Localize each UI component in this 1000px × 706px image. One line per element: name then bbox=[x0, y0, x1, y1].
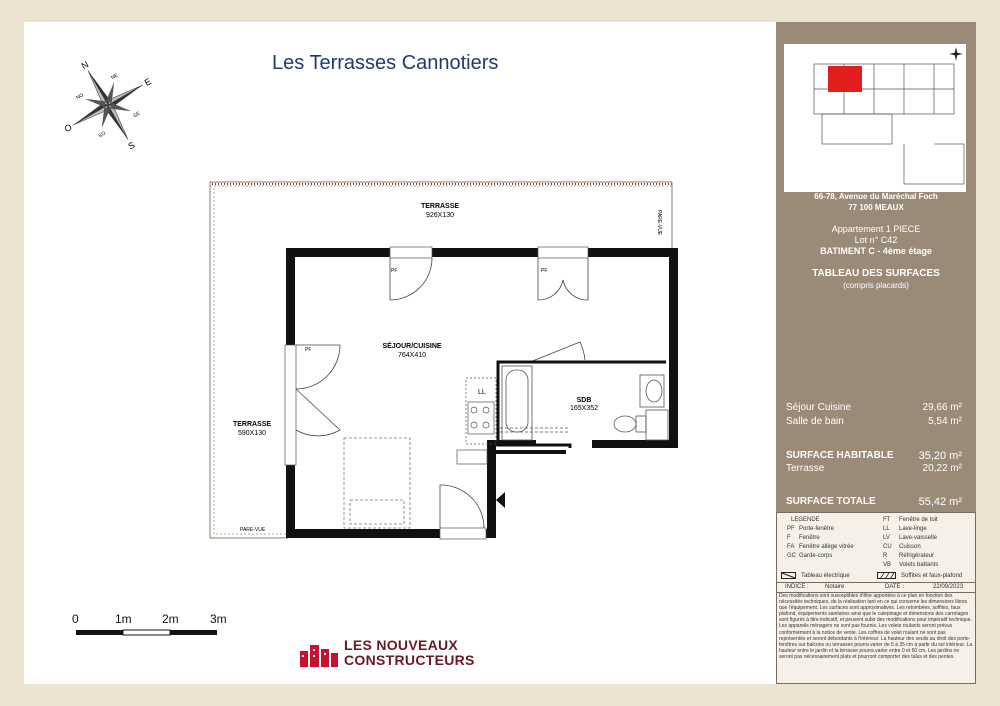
batiment: BATIMENT C - 4ème étage bbox=[820, 246, 932, 256]
scale-bar bbox=[70, 612, 240, 642]
legend-title: LEGENDE bbox=[791, 517, 820, 523]
surface-habitable-value: 35,20 m² bbox=[918, 450, 962, 462]
legend-code-lv: LV bbox=[883, 535, 890, 541]
compass-se: SE bbox=[132, 110, 142, 120]
scale-bar-graphic bbox=[76, 629, 231, 637]
legend-soffites: Soffites et faux-plafond bbox=[901, 573, 963, 579]
bed bbox=[344, 438, 410, 528]
window-openings bbox=[285, 247, 588, 539]
terrasse-left-label: TERRASSE bbox=[232, 421, 272, 428]
row-sdb-label: Salle de bain bbox=[786, 416, 844, 427]
address-line1: 66-78, Avenue du Maréchal Foch bbox=[814, 192, 938, 201]
legend-text-ft: Fenêtre de toit bbox=[899, 517, 938, 523]
surface-habitable-label: SURFACE HABITABLE bbox=[786, 450, 894, 461]
surfaces-subtitle: (compris placards) bbox=[843, 281, 909, 290]
logo-building-icon bbox=[298, 639, 340, 669]
terrasse-value: 20,22 m² bbox=[922, 463, 962, 474]
legend-code-f: F bbox=[787, 535, 791, 541]
address-line2: 77 100 MEAUX bbox=[848, 203, 904, 212]
row-terrasse bbox=[786, 463, 968, 474]
electrical-panel-legend-icon bbox=[781, 572, 797, 580]
compass-no: NO bbox=[75, 92, 85, 102]
date-label: DATE : bbox=[885, 584, 904, 590]
terrasse-top-dim: 926X130 bbox=[425, 212, 455, 219]
sdb-dim: 165X352 bbox=[569, 405, 599, 412]
pare-vue-right: PARE-VUE bbox=[656, 210, 662, 236]
legend-box bbox=[776, 512, 976, 684]
date-value: 22/09/2023 bbox=[933, 584, 964, 590]
legend-text-gc: Garde-corps bbox=[799, 553, 833, 559]
compass-rose-icon bbox=[52, 55, 164, 155]
logo-line1: LES NOUVEAUX bbox=[344, 637, 459, 653]
legend-text-pf: Porte-fenêtre bbox=[799, 526, 835, 532]
indice-row bbox=[777, 582, 975, 593]
indice-value: Notaire bbox=[825, 584, 845, 590]
row-sdb bbox=[786, 416, 968, 427]
legal-notice: Des modifications sont susceptibles d'être apportées à ce plan en fonction des nécessités techniques, de la réalisation tant en ce qui concerne les dimensions libres que l'équipement. Les surfaces sont approximatives. Les retombées, soffites, faux plafond, équipements sanitaires ainsi que le calepinage et dimensions des carrelages sont figurés à titre indicatif, et peuvent subir des modifications pour impératif technique. Les appareils ménagers ne sont pas fournis. Les volets roulants seront prévus conformément à la notice de vente. Les coffres de volet roulant ne sont pas représentés et seront débordants à l'intérieur. La hauteur des seuils au droit des porte-fenêtres sur balcons ou terrasses pourra varier de 5 à 35 cm à partir du sol intérieur. La hauteur entre le jardin et la terrasse pourra varier entre 0 et 60 cm. Les jardins ne seront pas nécessairement plats et pourront comporter des talus et des pentes. bbox=[779, 593, 973, 660]
bathtub bbox=[500, 366, 570, 440]
terrasse-label: Terrasse bbox=[786, 463, 825, 474]
lot-number: Lot n° C42 bbox=[854, 235, 898, 245]
soffites-legend-icon bbox=[877, 572, 897, 580]
legend-code-gc: GC bbox=[787, 553, 796, 559]
legend-text-r: Réfrigérateur bbox=[899, 553, 935, 559]
indice-label: INDICE : bbox=[785, 584, 809, 590]
compass-e: E bbox=[142, 76, 153, 88]
door-swings bbox=[296, 258, 588, 528]
project-title: Les Terrasses Cannotiers bbox=[272, 52, 499, 74]
pare-vue-bottom: PARE-VUE bbox=[240, 527, 266, 533]
pf-label-3: PF bbox=[305, 347, 312, 353]
legend-text-cu: Cuisson bbox=[899, 544, 921, 550]
sejour-label: SÉJOUR/CUISINE bbox=[382, 343, 442, 350]
legend-tableau-electrique: Tableau électrique bbox=[801, 573, 850, 579]
lot-highlight bbox=[828, 66, 862, 92]
row-sejour-label: Séjour Cuisine bbox=[786, 402, 852, 413]
row-sdb-value: 5,54 m² bbox=[928, 416, 962, 427]
legend-code-ll: LL bbox=[883, 526, 890, 532]
legend-code-ft: FT bbox=[883, 517, 891, 523]
legend-text-fa: Fenêtre allège vitrée bbox=[799, 544, 854, 550]
ll-label: LL bbox=[478, 389, 486, 396]
pf-label-2: PF bbox=[541, 268, 548, 274]
legend-text-vb: Volets battants bbox=[899, 562, 939, 568]
legend-code-fa: FA bbox=[787, 544, 795, 550]
terrasse-top-label: TERRASSE bbox=[420, 203, 460, 210]
sejour-dim: 764X410 bbox=[397, 352, 427, 359]
terrasse-left-dim: 590X130 bbox=[237, 430, 267, 437]
compass-ne: NE bbox=[110, 72, 120, 82]
legend-code-cu: CU bbox=[883, 544, 892, 550]
row-surface-totale bbox=[786, 496, 968, 507]
scale-0: 0 bbox=[72, 612, 79, 626]
scale-3m: 3m bbox=[210, 612, 227, 626]
legend-text-f: Fenêtre bbox=[799, 535, 820, 541]
legend-text-lv: Lave-vaisselle bbox=[899, 535, 938, 541]
company-logo bbox=[298, 637, 498, 671]
row-surface-habitable bbox=[786, 450, 968, 461]
scale-1m: 1m bbox=[115, 612, 132, 626]
legend-code-vb: VB bbox=[883, 562, 892, 568]
scale-2m: 2m bbox=[162, 612, 179, 626]
compass-so: SO bbox=[97, 130, 107, 140]
logo-line2: CONSTRUCTEURS bbox=[344, 652, 475, 668]
surface-totale-label: SURFACE TOTALE bbox=[786, 496, 876, 507]
compass-s: S bbox=[126, 139, 137, 152]
sdb-label: SDB bbox=[576, 397, 592, 404]
info-panel bbox=[776, 22, 976, 684]
compass-o: O bbox=[62, 121, 74, 135]
surfaces-title: TABLEAU DES SURFACES bbox=[812, 268, 940, 279]
compass-n: N bbox=[79, 59, 91, 72]
apt-type: Appartement 1 PIECE bbox=[831, 224, 921, 234]
legend-code-pf: PF bbox=[787, 526, 795, 532]
legend-text-ll: Lave-linge bbox=[899, 526, 927, 532]
row-sejour bbox=[786, 402, 968, 413]
pf-label-1: PF bbox=[391, 268, 398, 274]
legend-code-r: R bbox=[883, 553, 888, 559]
keyplan-north-icon bbox=[949, 47, 963, 61]
surface-totale-value: 55,42 m² bbox=[918, 496, 962, 508]
key-plan bbox=[784, 44, 966, 192]
electrical-panel-icon bbox=[496, 492, 505, 508]
row-sejour-value: 29,66 m² bbox=[922, 402, 962, 413]
bathroom-fixtures bbox=[614, 375, 668, 440]
floor-plan bbox=[200, 170, 690, 550]
